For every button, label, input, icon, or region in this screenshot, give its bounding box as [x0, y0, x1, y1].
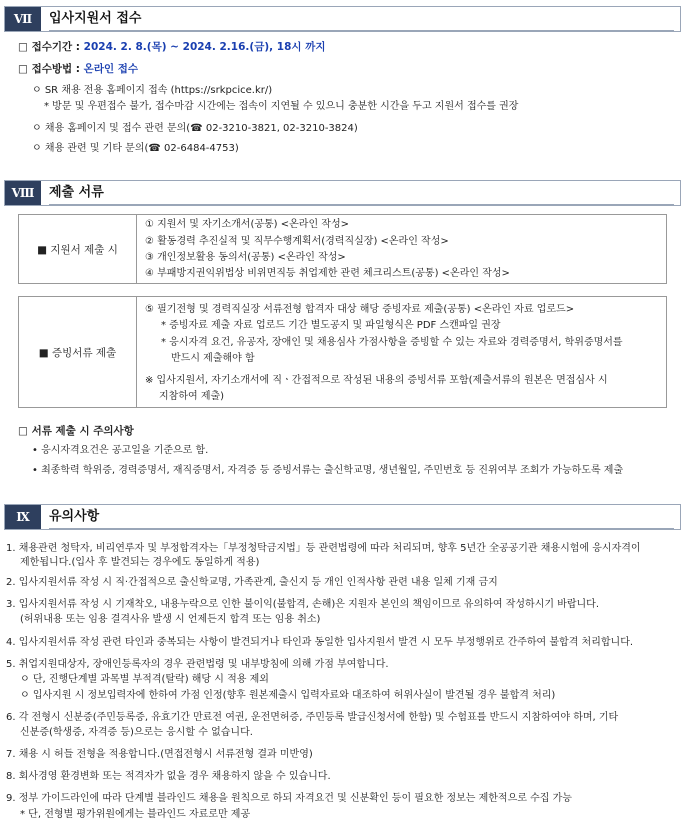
list-item: * 단, 전형별 평가위원에게는 블라인드 자료로만 제공 [20, 809, 251, 820]
list-item: ㅇ 채용 홈페이지 및 접수 관련 문의(☎ 02-3210-3821, 02-3210-3824) [32, 123, 358, 134]
list-item: • 최종학력 학위증, 경력증명서, 재직증명서, 자격증 등 증빙서류는 출신학교명, 생년월일, 주민번호 등 진위여부 조회가 가능하도록 제출 [32, 465, 624, 476]
list-item: ① 지원서 및 자기소개서(공통) <온라인 작성> [145, 219, 349, 230]
period-label: □ 접수기간 : [18, 41, 84, 53]
list-item: * 방문 및 우편접수 불가, 접수마감 시간에는 접속이 지연될 수 있으니 충분한 시간을 두고 지원서 접수를 권장 [44, 101, 519, 112]
list-item: 9. 정부 가이드라인에 따라 단계별 블라인드 채용을 원칙으로 하되 자격요건 및 신분확인 등이 필요한 정보는 제한적으로 수집 가능 [6, 793, 572, 804]
list-item: 지참하여 제출) [159, 391, 225, 402]
section-9-header [4, 504, 681, 530]
notes-title: □ 서류 제출 시 주의사항 [18, 425, 134, 437]
section-7-header [4, 6, 681, 32]
list-item: 8. 회사경영 환경변화 또는 적격자가 없을 경우 채용하지 않을 수 있습니다. [6, 771, 331, 782]
section-title: 유의사항 [49, 509, 100, 524]
list-item: 7. 채용 시 허들 전형을 적용합니다.(면접전형시 서류전형 결과 미반영) [6, 749, 313, 760]
divider [49, 30, 674, 31]
section-number: Ⅶ [5, 7, 41, 31]
application-documents-box [18, 214, 667, 284]
list-item: ② 활동경력 추진실적 및 직무수행계획서(경력직실장) <온라인 작성> [145, 236, 449, 247]
list-item: 3. 입사지원서류 작성 시 기재착오, 내용누락으로 인한 불이익(불합격, 손해)은 지원자 본인의 책임이므로 유의하여 작성하시기 바랍니다. [6, 599, 600, 610]
list-item: ㅇ 입사지원 시 정보입력자에 한하여 가점 인정(향후 원본제출시 입력자료와 대조하여 허위사실이 발견될 경우 불합격 처리) [20, 690, 556, 701]
list-item: ④ 부패방지권익위법상 비위면직등 취업제한 관련 체크리스트(공통) <온라인 작성> [145, 268, 510, 279]
list-item: ㅇ 단, 진행단계별 과목별 부적격(탈락) 해당 시 적용 제외 [20, 674, 269, 685]
list-item: * 응시자격 요건, 유공자, 장애인 및 채용심사 가점사항을 증빙할 수 있는 자료와 경력증명서, 학위증명서를 [161, 337, 623, 348]
method-value: 온라인 접수 [83, 63, 139, 75]
section-number: Ⅸ [5, 505, 41, 529]
period-value: 2024. 2. 8.(목) ~ 2024. 2.16.(금), 18시 까지 [83, 41, 326, 53]
box-label: ■ 지원서 제출 시 [19, 215, 137, 283]
list-item: 4. 입사지원서류 작성 관련 타인과 중복되는 사항이 발견되거나 타인과 동일한 입사지원서 발견 시 모두 부정행위로 간주하여 불합격 처리합니다. [6, 637, 634, 648]
list-item: (허위내용 또는 임용 결격사유 발생 시 언제든지 합격 또는 임용 취소) [20, 614, 321, 625]
list-item: ※ 입사지원서, 자기소개서에 직ㆍ간접적으로 작성된 내용의 증빙서류 포함(제출서류의 원본은 면접심사 시 [145, 375, 608, 386]
divider [49, 204, 674, 205]
section-title: 제출 서류 [49, 185, 104, 200]
method-label: □ 접수방법 : [18, 63, 84, 75]
list-item: * 증빙자료 제출 자료 업로드 기간 별도공지 및 파일형식은 PDF 스캔파일 권장 [161, 320, 501, 331]
section-number: Ⅷ [5, 181, 41, 205]
list-item: 6. 각 전형시 신분증(주민등록증, 유효기간 만료전 여권, 운전면허증, 주민등록 발급신청서에 한함) 및 수험표를 반드시 지참하여야 하며, 기타 [6, 712, 619, 723]
proof-documents-box [18, 296, 667, 408]
list-item: 신분증(학생증, 자격증 등)으로는 응시할 수 없습니다. [20, 727, 253, 738]
list-item: • 응시자격요건은 공고일을 기준으로 함. [32, 445, 209, 456]
list-item: 제한됩니다.(입사 후 발견되는 경우에도 동일하게 적용) [20, 557, 260, 568]
list-item: 반드시 제출해야 함 [171, 353, 255, 364]
method-row [18, 62, 138, 76]
box-label: ■ 증빙서류 제출 [19, 297, 137, 407]
list-item: 5. 취업지원대상자, 장애인등록자의 경우 관련법령 및 내부방침에 의해 가점 부여합니다. [6, 659, 389, 670]
list-item: ③ 개인정보활용 동의서(공통) <온라인 작성> [145, 252, 346, 263]
list-item: ㅇ 채용 관련 및 기타 문의(☎ 02-6484-4753) [32, 143, 239, 154]
section-8-header [4, 180, 681, 206]
list-item: ⑤ 필기전형 및 경력직실장 서류전형 합격자 대상 해당 증빙자료 제출(공통) <온라인 자료 업로드> [145, 304, 575, 315]
period-row [18, 40, 325, 54]
list-item: 2. 입사지원서류 작성 시 직·간접적으로 출신학교명, 가족관계, 출신지 등 개인 인적사항 관련 내용 일체 기재 금지 [6, 577, 498, 588]
section-title: 입사지원서 접수 [49, 11, 142, 26]
divider [49, 528, 674, 529]
list-item: ㅇ SR 채용 전용 홈페이지 접속 (https://srkpcice.kr/) [32, 85, 273, 96]
list-item: 1. 채용관련 청탁자, 비리연루자 및 부정합격자는「부정청탁금지법」등 관련법령에 따라 처리되며, 향후 5년간 全공공기관 채용시험에 응시자격이 [6, 543, 641, 554]
